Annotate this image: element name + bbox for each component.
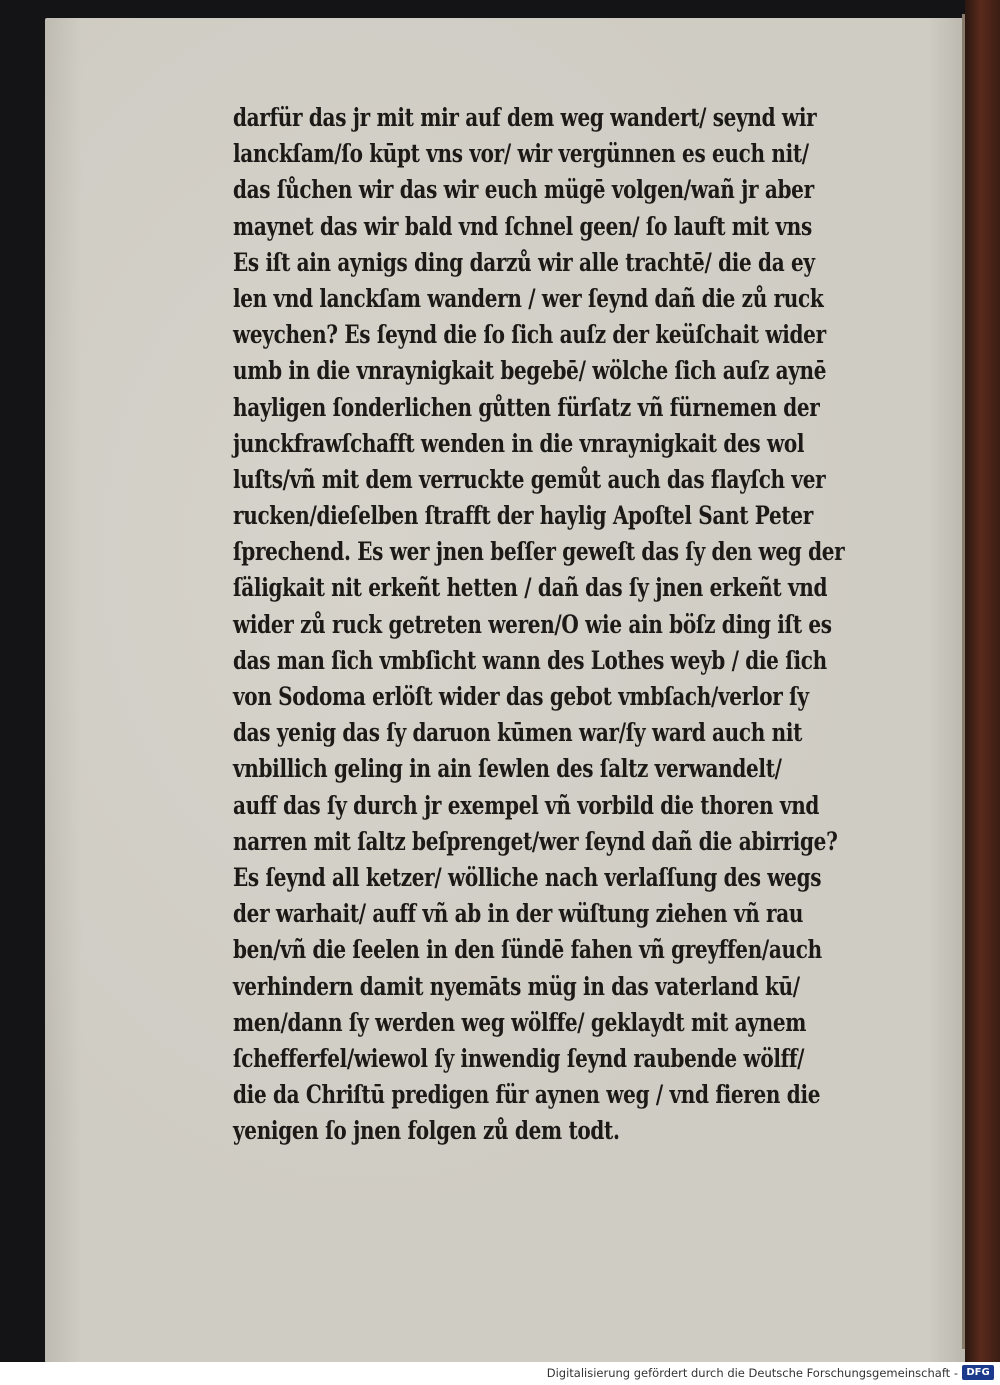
text-line: yenigen ſo jnen folgen zů dem todt. [233, 1116, 620, 1146]
book-spine [965, 0, 1000, 1362]
text-line: lanckſam/ſo kūpt vns vor/ wir vergünnen es euch nit/ [233, 139, 809, 169]
text-line: das yenig das ſy daruon kūmen war/ſy ward auch nit [233, 718, 803, 748]
text-line: ſchefferfel/wiewol ſy inwendig ſeynd raubende wölff/ [233, 1043, 805, 1073]
text-line: luſts/vñ mit dem verruckte gemůt auch das flayſch ver [233, 464, 826, 494]
page-text [233, 100, 933, 1149]
text-line: men/dann ſy werden weg wölffe/ geklaydt mit aynem [233, 1007, 807, 1037]
funding-credit: Digitalisierung gefördert durch die Deutsche Forschungsgemeinschaft - [546, 1366, 958, 1380]
text-line: ſprechend. Es wer jnen beſſer geweſt das ſy den weg der [233, 537, 845, 567]
footer-bar [0, 1362, 1000, 1385]
text-line: darfür das jr mit mir auf dem weg wandert/ seynd wir [233, 103, 817, 132]
text-line: Es ſeynd all ketzer/ wölliche nach verlaſſung des wegs [233, 862, 822, 892]
text-line: hayligen ſonderlichen gůtten fürſatz vñ fürnemen der [233, 392, 820, 422]
text-line: das ſůchen wir das wir euch mügē volgen/wañ jr aber [233, 175, 814, 205]
text-line: ben/vñ die ſeelen in den ſündē fahen vñ greyffen/auch [233, 935, 822, 965]
text-line: weychen? Es ſeynd die ſo ſich auſz der keüſchait wider [233, 320, 826, 350]
text-line: das man ſich vmbſicht wann des Lothes weyb / die ſich [233, 645, 827, 675]
text-line: rucken/dieſelben ſtrafft der haylig Apoſtel Sant Peter [233, 501, 813, 531]
text-line: umb in die vnraynigkait begebē/ wölche ſich auſz aynē [233, 356, 827, 386]
text-line: von Sodoma erlöſt wider das gebot vmbſach/verlor ſy [233, 682, 809, 711]
text-line: len vnd lanckſam wandern / wer ſeynd dañ die zů ruck [233, 283, 824, 313]
text-line: junckfrawſchafft wenden in die vnraynigkait des wol [233, 428, 805, 458]
text-line: verhindern damit nyemāts müg in das vaterland kū/ [233, 971, 800, 1001]
text-line: der warhait/ auff vñ ab in der wüſtung ziehen vñ rau [233, 899, 804, 929]
text-line: vnbillich geling in ain ſewlen des ſaltz verwandelt/ [233, 754, 782, 784]
text-line: Es iſt ain aynigs ding darzů wir alle trachtē/ die da ey [233, 247, 815, 277]
text-line: wider zů ruck getreten weren/O wie ain böſz ding iſt es [233, 609, 832, 639]
dfg-logo[interactable]: DFG [962, 1365, 994, 1380]
text-line: ſäligkait nit erkeñt hetten / dañ das ſy jnen erkeñt vnd [233, 573, 828, 603]
text-line: narren mit ſaltz beſprenget/wer ſeynd dañ die abirrige? [233, 826, 838, 856]
text-line: maynet das wir bald vnd ſchnel geen/ ſo lauft mit vns [233, 211, 812, 241]
text-line: auff das ſy durch jr exempel vñ vorbild die thoren vnd [233, 790, 820, 820]
text-line: die da Chriſtū predigen für aynen weg / vnd fieren die [233, 1080, 821, 1110]
